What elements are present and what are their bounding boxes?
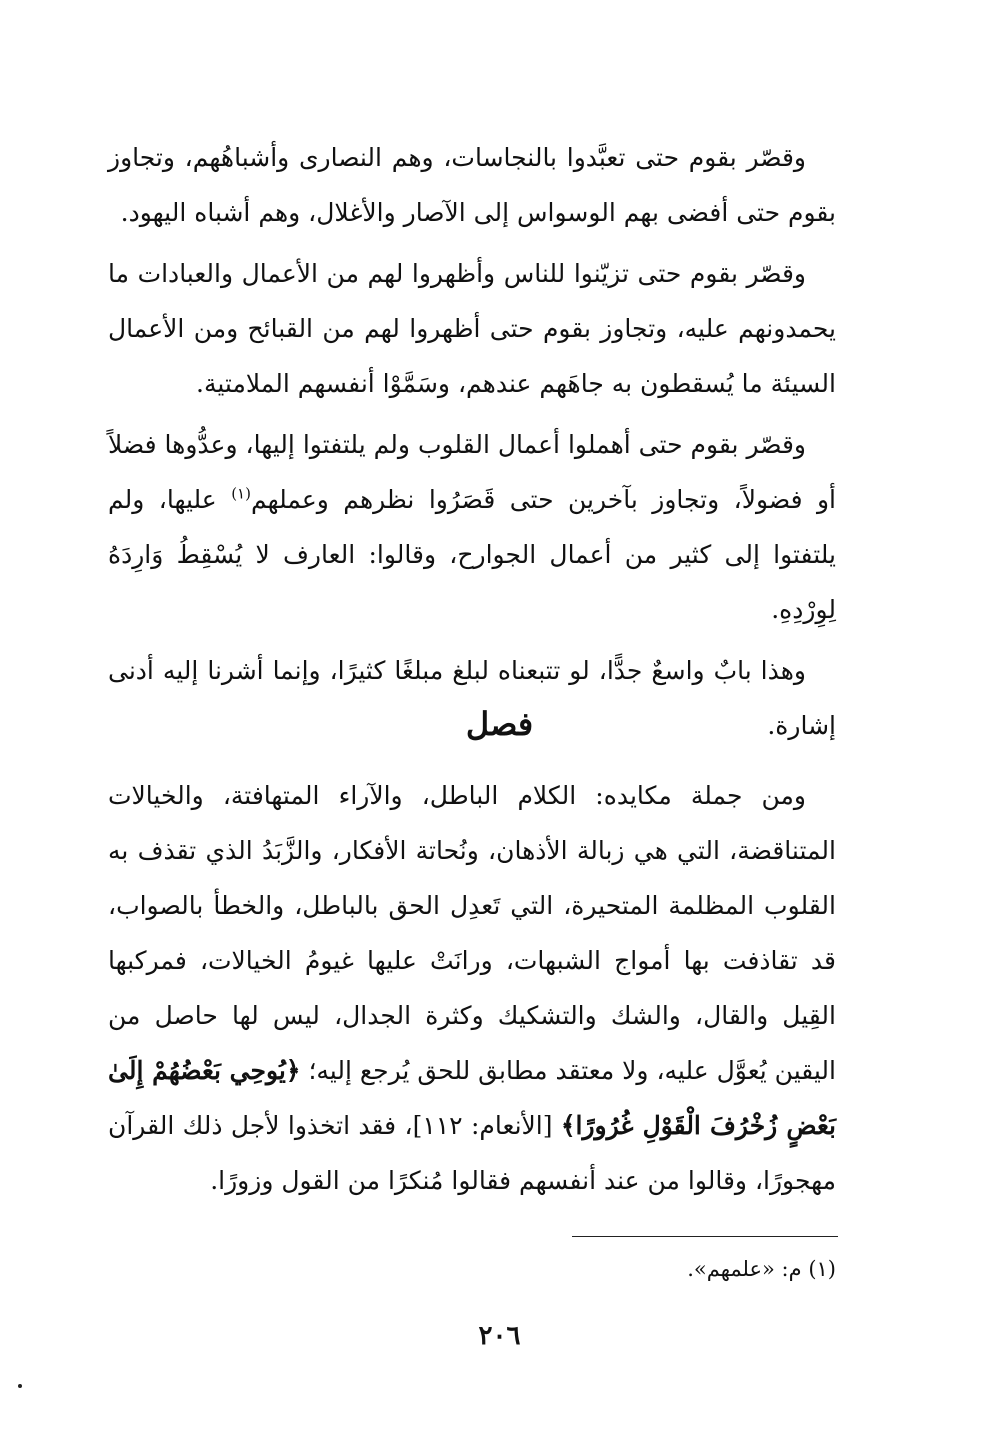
paragraph-2: وقصّر بقوم حتى تزيّنوا للناس وأظهروا لهم من الأعمال والعبادات ما يحمدونهم عليه، وتجاوز بقوم حتى أظهروا لهم من القبائح ومن الأعمال السيئة ما يُسقطون به جاهَهم عندهم، وسَمَّوْا أنفسهم الملامتية.	[108, 259, 836, 398]
paragraph-5-text-a: ومن جملة مكايده: الكلام الباطل، والآراء المتهافتة، والخيالات المتناقضة، التي هي زبالة الأذهان، ونُحاتة الأفكار، والزَّبَدُ الذي تقذف به القلوب المظلمة المتحيرة، التي تَعدِل الحق بالباطل، والخطأ بالصواب، قد تقاذفت بها أمواج الشبهات، ورانَتْ عليها غيومُ الخيالات، فمركبها القِيل والقال، والشك والتشكيك وكثرة الجدال، ليس لها حاصل من اليقين يُعوَّل عليه، ولا معتقد مطابق للحق يُرجع إليه؛	[108, 781, 836, 1085]
paragraph-3-text-a: وقصّر بقوم حتى أهملوا أعمال القلوب ولم يلتفتوا إليها، وعدُّوها فضلاً أو فضولاً، وتجاوز بآخرين حتى قَصَرُوا نظرهم وعملهم	[108, 430, 836, 514]
paragraph-3	[108, 417, 836, 637]
footnote-text: (١) م: «علمهم».	[687, 1257, 836, 1281]
footnote-divider	[572, 1236, 838, 1237]
footnote-marker: (١)	[231, 484, 251, 503]
paragraph-5-text-b: [الأنعام: ١١٢]، فقد اتخذوا لأجل ذلك القرآن مهجورًا، وقالوا من عند أنفسهم فقالوا مُنكرًا من القول وزورًا.	[108, 1111, 836, 1195]
body-text-top	[108, 130, 836, 759]
body-text-bottom	[108, 768, 836, 1214]
section-heading: فصل	[465, 705, 534, 743]
paragraph-3-text-b: عليها، ولم يلتفتوا إلى كثير من أعمال الجوارح، وقالوا: العارف لا يُسْقِطُ وَارِدَهُ لِوِرْدِهِ.	[108, 485, 836, 624]
paragraph-1: وقصّر بقوم حتى تعبَّدوا بالنجاسات، وهم النصارى وأشباهُهم، وتجاوز بقوم حتى أفضى بهم الوسواس إلى الآصار والأغلال، وهم أشباه اليهود.	[108, 143, 836, 227]
page-number: ٢٠٦	[478, 1321, 521, 1351]
scan-speck	[18, 1384, 22, 1388]
paragraph-4: وهذا بابٌ واسعٌ جدًّا، لو تتبعناه لبلغ مبلغًا كثيرًا، وإنما أشرنا إليه أدنى إشارة.	[108, 656, 836, 740]
paragraph-5	[108, 768, 836, 1208]
quran-verse: ﴿يُوحِي بَعْضُهُمْ إِلَىٰ بَعْضٍ زُخْرُفَ الْقَوْلِ غُرُورًا﴾	[108, 1056, 837, 1140]
